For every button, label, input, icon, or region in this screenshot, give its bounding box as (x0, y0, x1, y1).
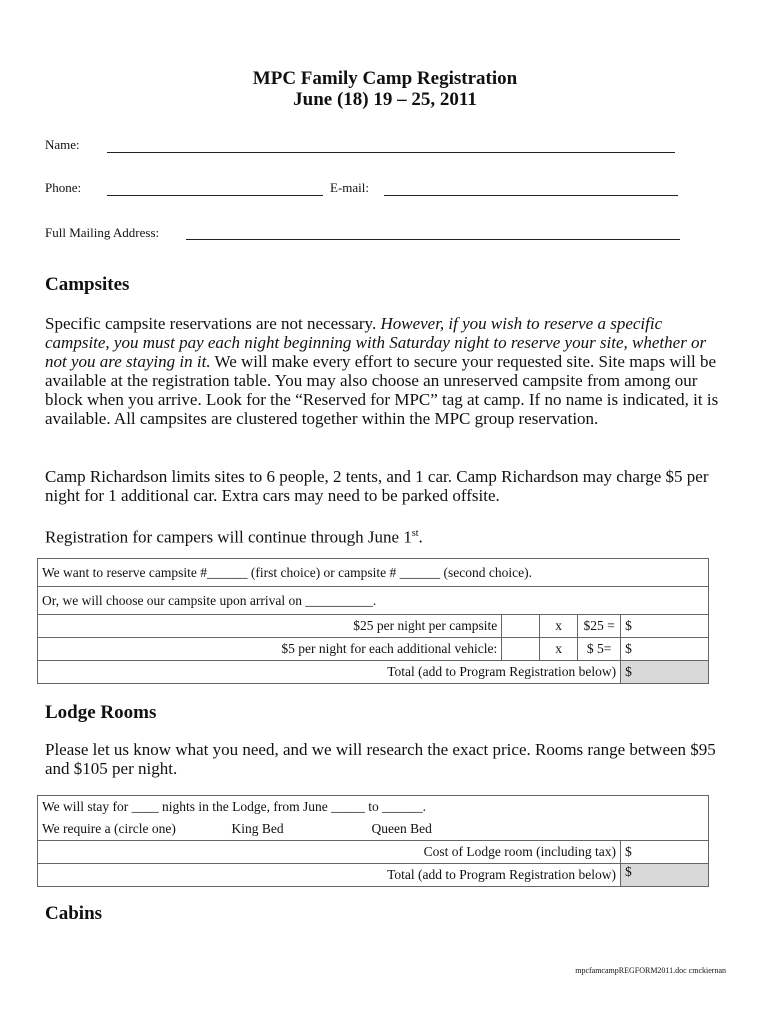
lodge-nights-row[interactable]: We will stay for ____ nights in the Lodge, from June _____ to ______. (38, 796, 709, 819)
campsite-nights-input[interactable] (502, 615, 540, 638)
campsites-paragraph-2: Camp Richardson limits sites to 6 people, 2 tents, and 1 car. Camp Richardson may charge $5 per night for 1 additional car. Extra cars may need to be parked offsite. (45, 467, 709, 505)
lodge-total-amount[interactable]: $ (621, 864, 709, 887)
phone-label: Phone: (45, 180, 82, 195)
lodge-paragraph: Please let us know what you need, and we will research the exact price. Rooms range between $95 and $105 per night. (45, 740, 716, 778)
vehicle-rate: $ 5= (578, 638, 621, 661)
vehicle-amount[interactable]: $ (621, 638, 709, 661)
vehicle-nightly-label: $5 per night for each additional vehicle: (38, 638, 502, 661)
email-label: E-mail: (330, 180, 369, 195)
address-label: Full Mailing Address: (45, 225, 160, 240)
campsite-arrival-row[interactable]: Or, we will choose our campsite upon arrival on __________. (38, 587, 709, 615)
lodge-cost-amount[interactable]: $ (621, 841, 709, 864)
king-bed-option[interactable]: King Bed (228, 818, 368, 841)
campsite-table (37, 558, 709, 684)
campsite-total-label: Total (add to Program Registration below) (38, 661, 621, 684)
lodge-bed-label: We require a (circle one) (38, 818, 228, 841)
page-title: MPC Family Camp Registration (252, 68, 518, 89)
phone-field[interactable] (107, 195, 323, 196)
campsites-paragraph-1: Specific campsite reservations are not necessary. However, if you wish to reserve a specific campsite, you must pay each night beginning with Saturday night to reserve your site, whether or not you are staying in it. We will make every effort to secure your requested site. Site maps will be available at the registration table. You may also choose an unreserved campsite from among our block when you arrive. Look for the “Reserved for MPC” tag at camp. If no name is indicated, it is available. All campsites are clustered together within the MPC group reservation. (45, 314, 719, 428)
queen-bed-option[interactable]: Queen Bed (368, 818, 709, 841)
vehicle-nights-input[interactable] (502, 638, 540, 661)
lodge-heading: Lodge Rooms (45, 702, 157, 723)
event-dates: June (18) 19 – 25, 2011 (293, 89, 477, 110)
cabins-heading: Cabins (45, 903, 103, 924)
vehicle-multiply: x (540, 638, 578, 661)
campsite-choice-row[interactable]: We want to reserve campsite #______ (first choice) or campsite # ______ (second choice). (38, 559, 709, 587)
campsite-amount[interactable]: $ (621, 615, 709, 638)
campsites-heading: Campsites (45, 274, 130, 295)
campsite-total-amount[interactable]: $ (621, 661, 709, 684)
lodge-table (37, 795, 709, 887)
lodge-cost-label: Cost of Lodge room (including tax) (38, 841, 621, 864)
lodge-total-label: Total (add to Program Registration below) (38, 864, 621, 887)
name-label: Name: (45, 137, 80, 152)
footer-filename: mpcfamcampREGFORM2011.doc cmckiernan (575, 966, 726, 975)
email-field[interactable] (384, 195, 678, 196)
campsites-paragraph-3: Registration for campers will continue through June 1st. (45, 527, 423, 547)
campsite-multiply: x (540, 615, 578, 638)
address-field[interactable] (186, 239, 680, 240)
campsite-rate: $25 = (578, 615, 621, 638)
campsite-nightly-label: $25 per night per campsite (38, 615, 502, 638)
name-field[interactable] (107, 152, 675, 153)
